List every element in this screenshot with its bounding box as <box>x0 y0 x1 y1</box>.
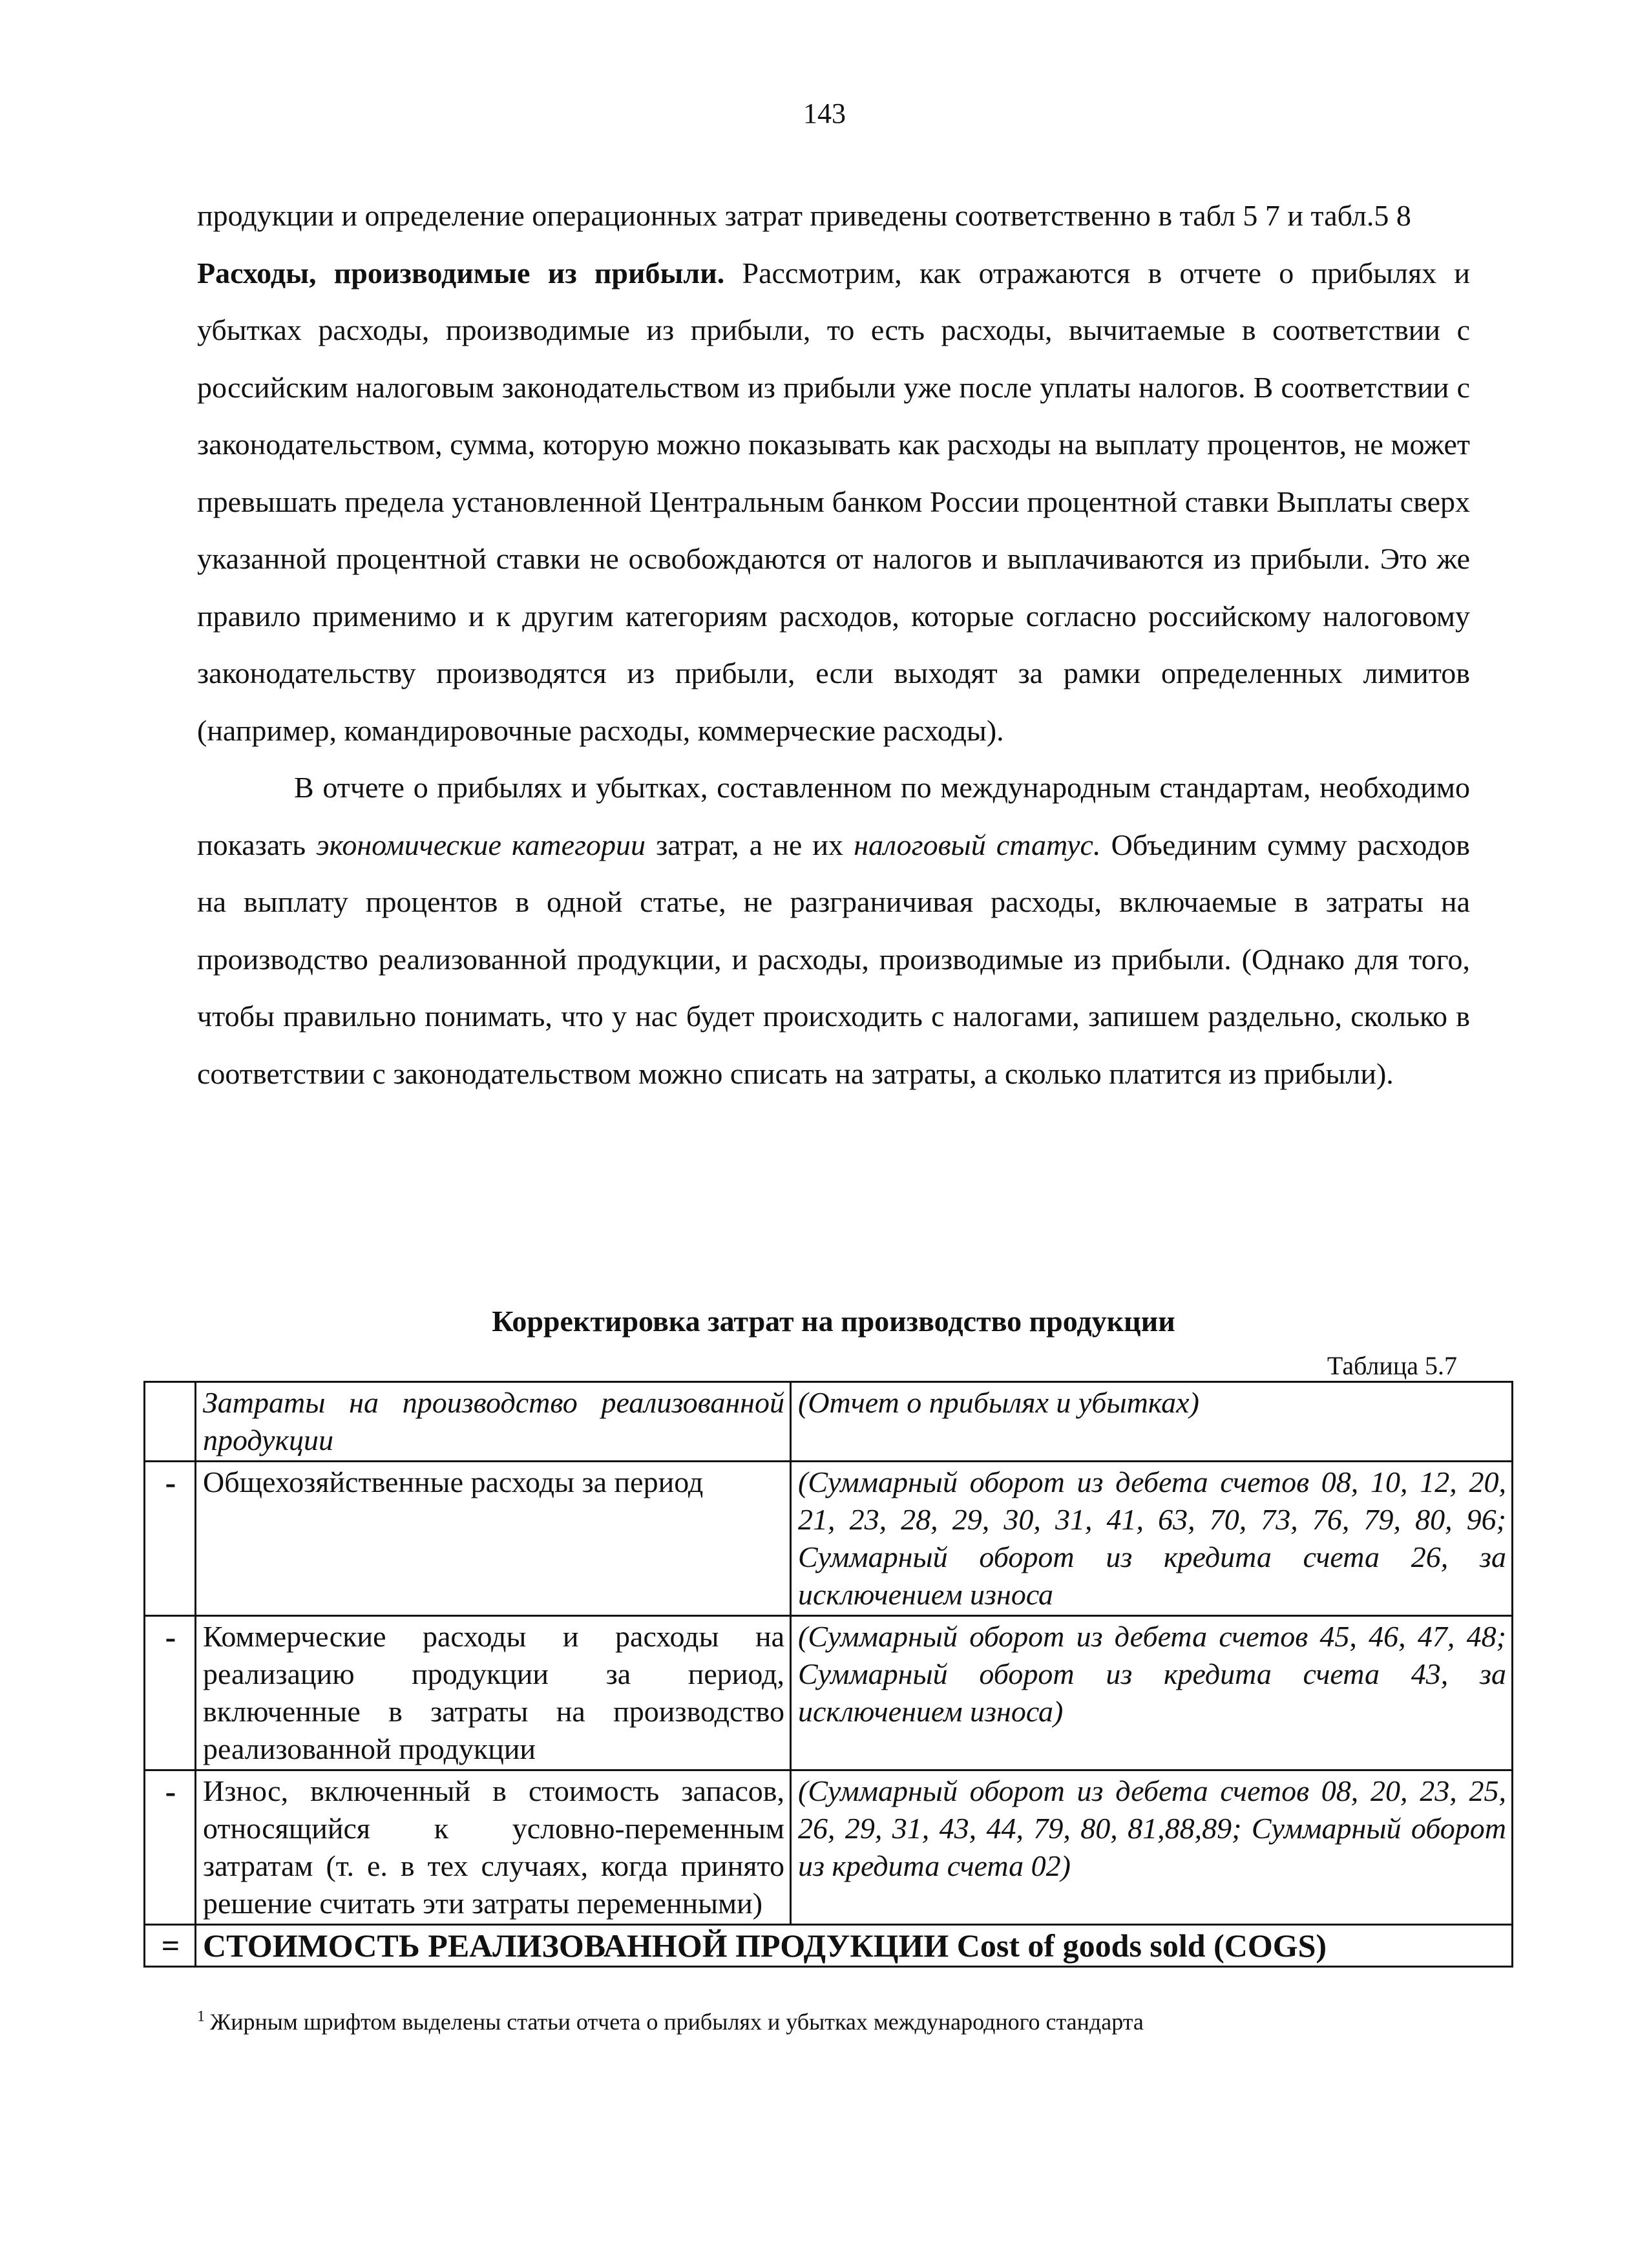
item-cell: Коммерческие расходы и расходы на реализацию продукции за период, включенные в затраты на производство реализованной продукции <box>196 1616 791 1770</box>
source-cell: (Суммарный оборот из дебета счетов 08, 20, 23, 25, 26, 29, 31, 43, 44, 79, 80, 81,88,89; Суммарный оборот из кредита счета 02) <box>791 1770 1513 1925</box>
table-header-row <box>145 1382 1513 1462</box>
cost-adjustment-table <box>143 1381 1513 1968</box>
total-label-cell: СТОИМОСТЬ РЕАЛИЗОВАННОЙ ПРОДУКЦИИ Cost of goods sold (COGS) <box>196 1925 1513 1967</box>
section-lead-heading: Расходы, производимые из прибыли. <box>197 256 725 289</box>
source-cell: (Суммарный оборот из дебета счетов 45, 46, 47, 48; Суммарный оборот из кредита счета 43, за исключением износа) <box>791 1616 1513 1770</box>
header-sign-cell <box>145 1382 196 1462</box>
header-item-cell: Затраты на производство реализованной продукции <box>196 1382 791 1462</box>
body-text <box>197 187 1470 1102</box>
table-caption: Таблица 5.7 <box>1327 1351 1457 1380</box>
footnote-marker: 1 <box>197 2008 205 2025</box>
item-cell: Общехозяйственные расходы за период <box>196 1462 791 1616</box>
table-row <box>145 1462 1513 1616</box>
paragraph-expenses-from-profit <box>197 245 1470 760</box>
sign-cell: - <box>145 1616 196 1770</box>
footnote <box>197 2008 1144 2035</box>
table-row <box>145 1616 1513 1770</box>
footnote-text: Жирным шрифтом выделены статьи отчета о прибылях и убытках международного стандарта <box>210 2009 1144 2035</box>
paragraph-text-part: В отчете о прибылях и убытках, составленном по международным стандартам, необходимо показать <box>197 771 1470 861</box>
paragraph-text-part: Объединим сумму расходов на выплату процентов в одной статье, не разграничивая расходы, включаемые в затраты на производство реализованной продукции, и расходы, производимые из прибыли. (Однако для того, чтобы правильно понимать, что у нас будет происходить с налогами, запишем раздельно, сколько в соответствии с законодательством можно списать на затраты, а сколько платится из прибыли). <box>197 828 1471 1090</box>
total-sign-cell: = <box>145 1925 196 1967</box>
page-number: 143 <box>803 98 846 129</box>
paragraph-text: Рассмотрим, как отражаются в отчете о прибылях и убытках расходы, производимые из прибыли, то есть расходы, вычитаемые в соответствии с российским налоговым законодательством из прибыли уже после уплаты налогов. В соответствии с законодательством, сумма, которую можно показывать как расходы на выплату процентов, не может превышать предела установленной Центральным банком России процентной ставки Выплаты сверх указанной процентной ставки не освобождаются от налогов и выплачиваются из прибыли. Это же правило применимо и к другим категориям расходов, которые согласно российскому налоговому законодательству производятся из прибыли, если выходят за рамки определенных лимитов (например, командировочные расходы, коммерческие расходы). <box>197 256 1470 747</box>
source-cell: (Суммарный оборот из дебета счетов 08, 10, 12, 20, 21, 23, 28, 29, 30, 31, 41, 63, 70, 73, 76, 79, 80, 96; Суммарный оборот из кредита счета 26, за исключением износа <box>791 1462 1513 1616</box>
paragraph-text-part: затрат, а не их <box>646 828 854 861</box>
paragraph-international-standards <box>197 759 1470 1102</box>
sign-cell: - <box>145 1770 196 1925</box>
header-source-cell: (Отчет о прибылях и убытках) <box>791 1382 1513 1462</box>
table-title: Корректировка затрат на производство продукции <box>492 1305 1175 1338</box>
emphasis-economic-categories: экономические категории <box>316 828 646 861</box>
table-row <box>145 1770 1513 1925</box>
item-cell: Износ, включенный в стоимость запасов, относящийся к условно-переменным затратам (т. е. в тех случаях, когда принято решение считать эти затраты переменными) <box>196 1770 791 1925</box>
emphasis-tax-status: налоговый статус. <box>854 828 1101 861</box>
table-total-row <box>145 1925 1513 1967</box>
paragraph-continuation: продукции и определение операционных затрат приведены соответственно в табл 5 7 и табл.5 8 <box>197 199 1411 232</box>
sign-cell: - <box>145 1462 196 1616</box>
